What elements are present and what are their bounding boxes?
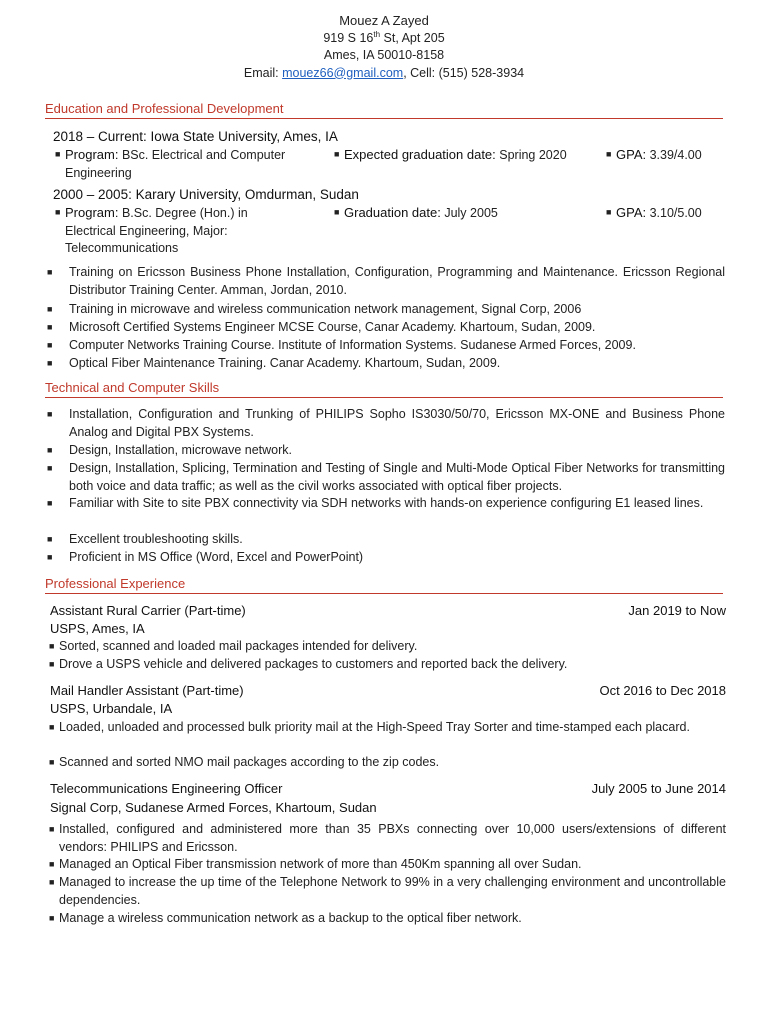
section-heading-experience: Professional Experience — [45, 576, 723, 594]
job-organization: USPS, Ames, IA — [50, 621, 145, 636]
training-item: ■ Training on Ericsson Business Phone Installation, Configuration, Programming and Maintenance. Ericsson Regional Distributor Training Center. Amman, Jordan, 2010. — [47, 265, 725, 297]
bullet-icon: ■ — [47, 498, 53, 508]
skill-item: ■ Familiar with Site to site PBX connectivity via SDH networks with hands-on experience configuring E1 leased lines. — [69, 495, 725, 513]
job-organization: USPS, Urbandale, IA — [50, 701, 173, 716]
bullet-icon: ■ — [47, 340, 53, 350]
city-line: Ames, IA 50010-8158 — [323, 48, 445, 62]
bullet-icon: ■ — [606, 207, 612, 217]
street-address: 919 S 16th St, Apt 205 — [323, 29, 445, 45]
job-title: Mail Handler Assistant (Part-time) — [50, 683, 244, 698]
graduation-date-info: ■ Graduation date: July 2005 — [334, 205, 498, 220]
bullet-icon: ■ — [49, 641, 55, 651]
skill-item: ■ Design, Installation, Splicing, Termination and Testing of Single and Multi-Mode Optical Fiber Networks for transmitting both voice and data traffic; as well as the civil works associated with optical fiber projects. — [47, 461, 725, 493]
bullet-icon: ■ — [47, 534, 53, 544]
program-info: ■ Program: B.Sc. Degree (Hon.) in Electrical Engineering, Major: Telecommunications — [55, 205, 248, 255]
job-bullet: ■ Managed an Optical Fiber transmission network of more than 450Km spanning all over Sudan. — [59, 856, 726, 874]
bullet-icon: ■ — [47, 358, 53, 368]
job-bullet: ■ Manage a wireless communication network as a backup to the optical fiber network. — [59, 910, 726, 928]
bullet-icon: ■ — [49, 722, 55, 732]
bullet-icon: ■ — [47, 409, 53, 419]
job-dates: July 2005 to June 2014 — [591, 781, 726, 796]
graduation-date-info: ■ Expected graduation date: Spring 2020 — [334, 147, 567, 162]
school-title: 2000 – 2005: Karary University, Omdurman, Sudan — [53, 187, 359, 202]
section-heading-education: Education and Professional Development — [45, 101, 723, 119]
bullet-icon: ■ — [47, 463, 53, 473]
bullet-icon: ■ — [47, 552, 53, 562]
bullet-icon: ■ — [47, 445, 53, 455]
gpa-info: ■ GPA: 3.10/5.00 — [606, 205, 702, 220]
bullet-icon: ■ — [334, 207, 340, 217]
job-title-row — [50, 603, 726, 618]
bullet-icon: ■ — [55, 149, 61, 159]
bullet-icon: ■ — [47, 322, 53, 332]
contact-header — [0, 12, 768, 82]
section-heading-skills: Technical and Computer Skills — [45, 380, 723, 398]
job-title-row — [50, 683, 726, 698]
job-title-row — [50, 781, 726, 796]
bullet-icon: ■ — [55, 207, 61, 217]
job-organization: Signal Corp, Sudanese Armed Forces, Khartoum, Sudan — [50, 800, 377, 815]
job-title: Assistant Rural Carrier (Part-time) — [50, 603, 246, 618]
school-title: 2018 – Current: Iowa State University, Ames, IA — [53, 129, 338, 144]
bullet-icon: ■ — [606, 149, 612, 159]
bullet-icon: ■ — [49, 757, 55, 767]
skill-item: ■ Proficient in MS Office (Word, Excel and PowerPoint) — [69, 549, 725, 567]
job-dates: Jan 2019 to Now — [628, 603, 726, 618]
training-item: ■ Optical Fiber Maintenance Training. Canar Academy. Khartoum, Sudan, 2009. — [69, 355, 725, 373]
job-bullet: ■ Drove a USPS vehicle and delivered packages to customers and reported back the delivery. — [59, 656, 726, 674]
bullet-icon: ■ — [49, 659, 55, 669]
skill-item: ■ Installation, Configuration and Trunking of PHILIPS Sopho IS3030/50/70, Ericsson MX-ONE and Business Phone Analog and Digital PBX Systems. — [47, 407, 725, 439]
job-bullet: ■ Sorted, scanned and loaded mail packages intended for delivery. — [59, 638, 726, 656]
skill-item: ■ Excellent troubleshooting skills. — [69, 531, 725, 549]
bullet-icon: ■ — [47, 304, 53, 314]
training-item: ■ Microsoft Certified Systems Engineer MCSE Course, Canar Academy. Khartoum, Sudan, 2009. — [69, 319, 725, 337]
training-item: ■ Computer Networks Training Course. Institute of Information Systems. Sudanese Armed Forces, 2009. — [69, 337, 725, 355]
bullet-icon: ■ — [334, 149, 340, 159]
bullet-icon: ■ — [49, 859, 55, 869]
contact-line: Email: mouez66@gmail.com, Cell: (515) 528-3934 — [243, 65, 525, 80]
job-bullet: ■ Scanned and sorted NMO mail packages according to the zip codes. — [59, 754, 726, 772]
program-info: ■ Program: BSc. Electrical and Computer Engineering — [55, 147, 286, 180]
job-bullet: ■ Managed to increase the up time of the Telephone Network to 99% in a very challenging environment and uncontrollable dependencies. — [49, 875, 726, 907]
job-bullet: ■ Installed, configured and administered more than 35 PBXs connecting over 10,000 users/extensions of different vendors: PHILIPS and Ericsson. — [49, 822, 726, 854]
bullet-icon: ■ — [49, 877, 55, 887]
bullet-icon: ■ — [49, 824, 55, 834]
bullet-icon: ■ — [49, 913, 55, 923]
job-bullet: ■ Loaded, unloaded and processed bulk priority mail at the High-Speed Tray Sorter and time-stamped each placard. — [59, 719, 726, 737]
email-link[interactable]: mouez66@gmail.com — [282, 65, 404, 80]
candidate-name: Mouez A Zayed — [339, 13, 429, 28]
skill-item: ■ Design, Installation, microwave network. — [69, 442, 725, 460]
job-dates: Oct 2016 to Dec 2018 — [599, 683, 726, 698]
training-item: ■ Training in microwave and wireless communication network management, Signal Corp, 2006 — [69, 301, 725, 319]
gpa-info: ■ GPA: 3.39/4.00 — [606, 147, 702, 162]
bullet-icon: ■ — [47, 267, 53, 277]
job-title: Telecommunications Engineering Officer — [50, 781, 283, 796]
